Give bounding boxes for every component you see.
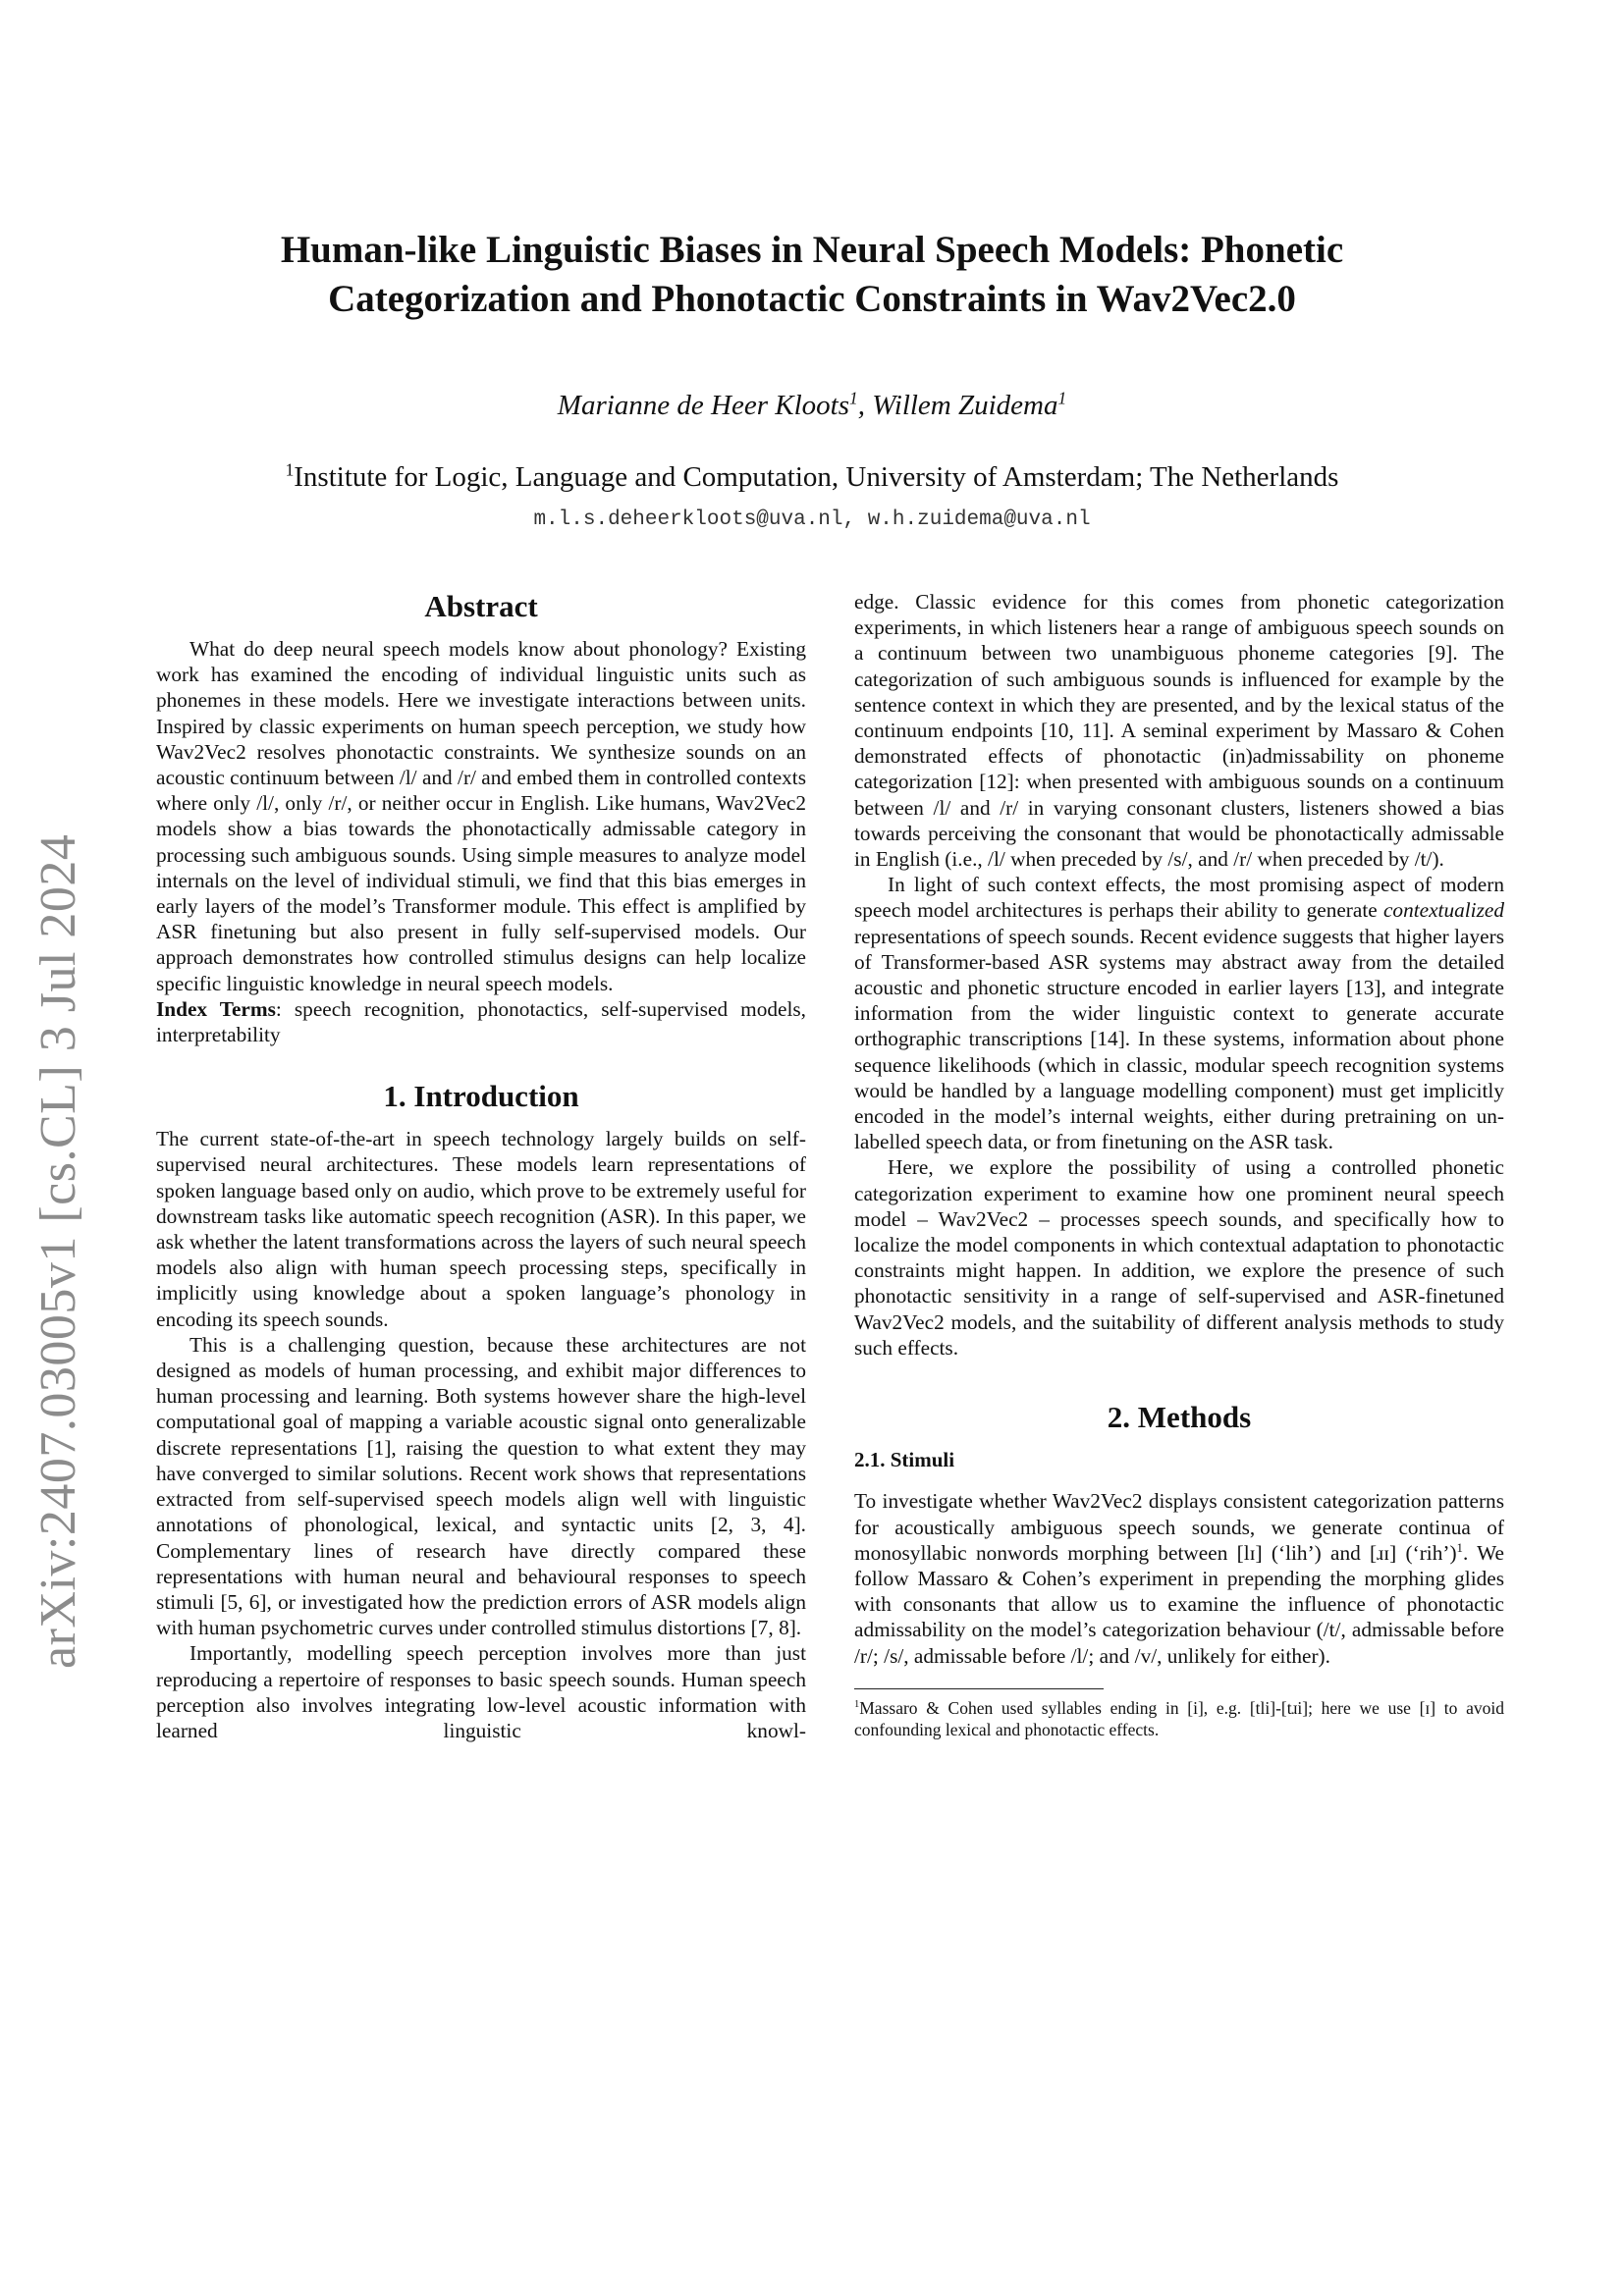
index-terms	[156, 996, 806, 1047]
arxiv-identifier-stamp: arXiv:2407.03005v1 [cs.CL] 3 Jul 2024	[30, 833, 86, 1669]
paragraph-text: To investigate whether Wav2Vec2 displays consistent categorization patterns for acoustically ambiguous speech sounds, we generate continua of monosyllabic nonwords morphing between [lɪ] (‘lih’) and [ɹɪ] (‘rih’)	[854, 1489, 1504, 1565]
affiliation-marker: 1	[1057, 388, 1067, 408]
index-terms-list: speech recognition, phonotactics, self-supervised models, interpretability	[156, 996, 806, 1047]
methods-heading: 2. Methods	[1107, 1400, 1252, 1435]
intro-paragraph-4	[854, 872, 1504, 1154]
intro-paragraph-3-continued: edge. Classic evidence for this comes from phonetic categorization experiments, in which listeners hear a range of ambiguous speech sounds on a continuum between two unambiguous phoneme categories [9]. The categorization of such ambiguous sounds is influenced for example by the sentence context in which they are presented, and by the lexical status of the continuum endpoints [10, 11]. A seminal experiment by Massaro & Cohen demonstrated effects of phonotactic (in)admissability on phoneme categorization [12]: when presented with ambiguous sounds on a continuum between /l/ and /r/ in varying consonant clusters, listeners showed a bias towards perceiving the consonant that would be phonotactically admissable in English (i.e., /l/ when preceded by /s/, and /r/ when preceded by /t/).	[854, 590, 1504, 872]
stimuli-subheading: 2.1. Stimuli	[854, 1448, 955, 1472]
title-line-2: Categorization and Phonotactic Constraints in Wav2Vec2.0	[328, 278, 1296, 320]
author-name: Willem Zuidema	[872, 390, 1058, 421]
author-separator: ,	[857, 390, 873, 421]
intro-paragraph-1: The current state-of-the-art in speech technology largely builds on self-supervised neural architectures. These models learn representations of spoken language based only on audio, which prove to be extremely useful for downstream tasks like automatic speech recognition (ASR). In this paper, we ask whether the latent transformations across the layers of such neural speech models also align with human speech processing steps, specifically in implicitly using knowledge about a spoken language’s phonology in encoding its speech sounds.	[156, 1127, 806, 1331]
paper-title	[196, 226, 1428, 324]
abstract-text: What do deep neural speech models know about phonology? Existing work has examined the encoding of individual linguistic units such as phonemes in these models. Here we investigate interactions between units. Inspired by classic experiments on human speech perception, we study how Wav2Vec2 resolves phonotactic constraints. We synthesize sounds on an acoustic continuum between /l/ and /r/ and embed them in controlled contexts where only /l/, only /r/, or neither occur in English. Like humans, Wav2Vec2 models show a bias towards the phonotactically admissable category in processing such ambiguous sounds. Using simple measures to analyze model internals on the level of individual stimuli, we find that this bias emerges in early layers of the model’s Transformer module. This effect is amplified by ASR finetuning but also present in fully self-supervised models. Our approach demonstrates how controlled stimulus designs can help localize specific linguistic knowledge in neural speech models.	[156, 637, 806, 995]
intro-paragraph-3-start: Importantly, modelling speech perception involves more than just reproducing a repertoire of responses to basic speech sounds. Human speech perception also involves integrating low-level acoustic information with learned linguistic knowl-	[156, 1641, 806, 1742]
footnote-divider	[854, 1688, 1104, 1689]
footnote	[854, 1697, 1504, 1740]
right-column	[854, 589, 1504, 1740]
footnote-marker: 1	[854, 1698, 860, 1710]
emphasized-term: contextualized	[1382, 898, 1504, 923]
paragraph-text: . We follow Massaro & Cohen’s experiment in prepending the morphing glides with consonants that allow us to examine the influence of phonotactic admissability on the model’s categorization behaviour (/t/, admissable before /r/; /s/, admissable before /l/; and /v/, unlikely for either).	[854, 1540, 1504, 1668]
author-list	[196, 390, 1428, 422]
author-emails: m.l.s.deheerkloots@uva.nl, w.h.zuidema@uva.nl	[533, 508, 1091, 531]
index-terms-colon: :	[275, 996, 282, 1021]
intro-paragraph-5: Here, we explore the possibility of using a controlled phonetic categorization experiment to examine how one prominent neural speech model – Wav2Vec2 – processes speech sounds, and specifically how to localize the model components in which contextual adaptation to phonotactic constraints might happen. In addition, we explore the presence of such phonotactic sensitivity in a range of self-supervised and ASR-finetuned Wav2Vec2 models, and the suitability of different analysis methods to study such effects.	[854, 1155, 1504, 1360]
paragraph-text: In light of such context effects, the most promising aspect of modern speech model architectures is perhaps their ability to generate	[854, 873, 1504, 923]
affiliation-text: Institute for Logic, Language and Computation, University of Amsterdam; The Netherlands	[294, 461, 1339, 493]
footnote-marker: 1	[1456, 1540, 1463, 1555]
intro-paragraph-2: This is a challenging question, because these architectures are not designed as models of human processing, and exhibit major differences to human processing and learning. Both systems however share the high-level computational goal of mapping a variable acoustic signal onto generalizable discrete representations [1], raising the question to what extent they may have converged to similar solutions. Recent work shows that representations extracted from self-supervised speech models align well with linguistic annotations of phonological, lexical, and syntactic units [2, 3, 4]. Complementary lines of research have directly compared these representations with human neural and behavioural responses to speech stimuli [5, 6], or investigated how the prediction errors of ASR models align with human psychometric curves under controlled stimulus distortions [7, 8].	[156, 1332, 806, 1640]
index-terms-label: Index Terms	[156, 996, 276, 1021]
affiliation	[147, 461, 1477, 494]
title-line-1: Human-like Linguistic Biases in Neural Speech Models: Phonetic	[280, 229, 1344, 271]
footnote-text: Massaro & Cohen used syllables ending in [i], e.g. [tli]-[tɹi]; here we use [ɪ] to avoid confounding lexical and phonotactic effects.	[854, 1697, 1504, 1739]
left-column	[156, 587, 806, 1743]
stimuli-paragraph	[854, 1488, 1504, 1668]
introduction-heading: 1. Introduction	[383, 1079, 579, 1114]
affiliation-marker: 1	[285, 459, 295, 480]
paragraph-text: representations of speech sounds. Recent evidence suggests that higher layers of Transformer-based ASR systems may abstract away from the detailed acoustic and phonetic structure encoded in earlier layers [13], and integrate information from the wider linguistic context to generate accurate orthographic transcriptions [14]. In these systems, information about phone sequence likelihoods (which in classic, modular speech recognition systems would be handled by a language modelling component) must get implicitly encoded in the model’s internal weights, either during pretraining on unlabelled speech data, or from finetuning on the ASR task.	[854, 924, 1504, 1154]
abstract-heading: Abstract	[424, 589, 538, 623]
author-name: Marianne de Heer Kloots	[557, 390, 849, 421]
affiliation-marker: 1	[849, 388, 858, 408]
